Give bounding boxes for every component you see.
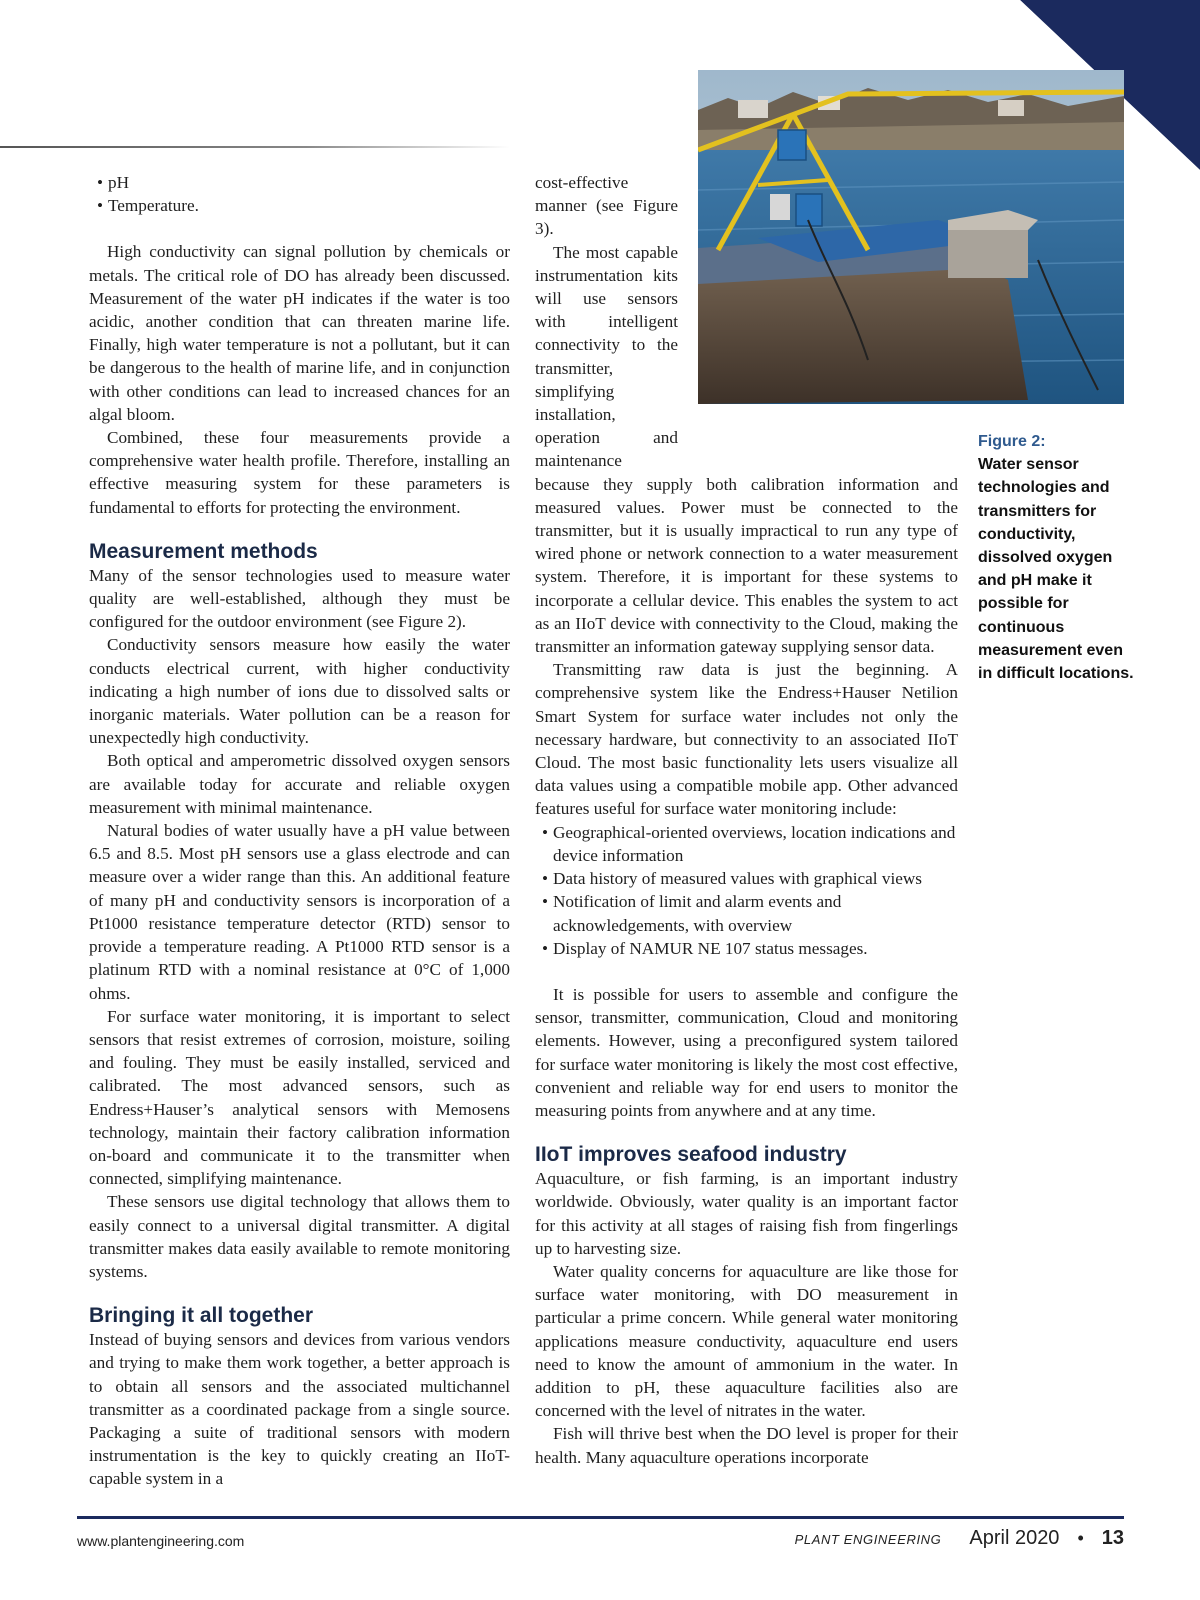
section-heading-bringing: Bringing it all together bbox=[89, 1304, 313, 1328]
paragraph: Natural bodies of water usually have a pH value between 6.5 and 8.5. Most pH sensors use a glass electrode and can measure over a wider range than this. An additional feature of many pH and conductivity sensors is incorporation of a Pt1000 resistance temperature detector (RTD) sensor to provide a temperature reading. A Pt1000 RTD sensor is a platinum RTD with a nominal resistance at 0°C of 1,000 ohms. bbox=[89, 821, 510, 1003]
paragraph: Fish will thrive best when the DO level is proper for their health. Many aquaculture operations incorporate bbox=[535, 1424, 958, 1467]
paragraph: Combined, these four measurements provide a comprehensive water health profile. Therefore, installing an effective measuring system for these parameters is fundamental to efforts for protecting the environment. bbox=[89, 428, 510, 517]
paragraph: Many of the sensor technologies used to measure water quality are well-established, although they must be configured for the outdoor environment (see Figure 2). bbox=[89, 565, 510, 632]
paragraph: For surface water monitoring, it is important to select sensors that resist extremes of corrosion, moisture, soiling and fouling. They must be easily installed, serviced and calibrated. The most advanced sensors, such as Endress+Hauser’s analytical sensors with Memosens technology, maintain their factory calibration information on-board and communicate it to the transmitter when connected, simplifying maintenance. bbox=[89, 1006, 510, 1189]
list-item: • Notification of limit and alarm events and acknowledgements, with overview bbox=[535, 890, 958, 936]
paragraph: cost-effective manner (see Figure 3). bbox=[535, 173, 678, 239]
left-column bbox=[89, 171, 510, 1491]
figure-caption bbox=[978, 430, 1138, 685]
list-item: • Display of NAMUR NE 107 status messages. bbox=[535, 937, 958, 960]
paragraph: It is possible for users to assemble and configure the sensor, transmitter, communication, Cloud and monitoring elements. However, using a preconfigured system tailored for surface water monitoring is likely the most cost effective, convenient and reliable way for end users to monitor the measuring points from anywhere and at any time. bbox=[535, 984, 958, 1120]
paragraph: Aquaculture, or fish farming, is an important industry worldwide. Obviously, water quality is an important factor for this activity at all stages of raising fish from fingerlings up to harvesting size. bbox=[535, 1169, 958, 1258]
footer-url[interactable]: www.plantengineering.com bbox=[77, 1533, 245, 1549]
footer-rule bbox=[77, 1516, 1124, 1519]
paragraph: Instead of buying sensors and devices from various vendors and trying to make them work together, a better approach is to obtain all sensors and the associated multichannel transmitter as a coordinated package from a single source. Packaging a suite of traditional sensors with modern instrumentation is the key to quickly creating an IIoT-capable system in a bbox=[89, 1330, 510, 1489]
figure-2-photo bbox=[698, 70, 1124, 404]
list-item: • Geographical-oriented overviews, location indications and device information bbox=[535, 821, 958, 867]
parameter-list bbox=[89, 171, 510, 217]
list-item: • Data history of measured values with graphical views bbox=[535, 867, 958, 890]
water-sensor-photo bbox=[698, 70, 1124, 404]
paragraph: Transmitting raw data is just the beginning. A comprehensive system like the Endress+Hauser Netilion Smart System for surface water includes not only the necessary hardware, but connectivity to an associated IIoT Cloud. The most basic functionality lets users visualize all data values using a compatible mobile app. Other advanced features useful for surface water monitoring include: bbox=[535, 660, 958, 819]
figure-label: Figure 2: bbox=[978, 433, 1046, 450]
paragraph: Water quality concerns for aquaculture are like those for surface water monitoring, with DO measurement in particular a prime concern. While general water monitoring applications measure conductivity, aquaculture end users need to know the amount of ammonium in the water. In addition to pH, these aquaculture facilities also are concerned with the level of nitrates in the water. bbox=[535, 1261, 958, 1421]
narrow-text-block bbox=[535, 171, 678, 473]
section-heading-iiot: IIoT improves seafood industry bbox=[535, 1143, 847, 1167]
list-item: • pH bbox=[89, 171, 510, 194]
footer-info bbox=[795, 1527, 1124, 1550]
paragraph: The most capable instrumentation kits will use sensors with intelligent connectivity to the transmitter, simplifying installation, operation and maintenance bbox=[535, 242, 678, 471]
issue-date: April 2020 bbox=[969, 1527, 1060, 1549]
feature-list bbox=[535, 821, 958, 960]
paragraph: because they supply both calibration information and measured values. Power must be connected to the transmitter, but it is usually impractical to run any type of wired phone or network connection to a water measurement system. Therefore, it is important for these systems to incorporate a cellular device. This enables the system to act as an IIoT device with connectivity to the Cloud, making the transmitter an information gateway supplying sensor data. bbox=[535, 474, 958, 657]
paragraph: These sensors use digital technology that allows them to easily connect to a universal digital transmitter. A digital transmitter makes data easily available to remote monitoring systems. bbox=[89, 1192, 510, 1281]
list-item: • Temperature. bbox=[89, 194, 510, 217]
paragraph: Conductivity sensors measure how easily the water conducts electrical current, with higher conductivity indicating a high number of ions due to dissolved salts or inorganic materials. Water pollution can be a reason for unexpectedly high conductivity. bbox=[89, 635, 510, 748]
top-rule bbox=[0, 146, 510, 148]
footer-separator: • bbox=[1077, 1528, 1084, 1548]
page-number: 13 bbox=[1101, 1527, 1124, 1549]
section-heading-measurement: Measurement methods bbox=[89, 539, 318, 563]
paragraph: Both optical and amperometric dissolved oxygen sensors are available today for accurate and reliable oxygen measurement with minimal maintenance. bbox=[89, 751, 510, 817]
paragraph: High conductivity can signal pollution by chemicals or metals. The critical role of DO has already been discussed. Measurement of the water pH indicates if the water is too acidic, another condition that can threaten marine life. Finally, high water temperature is not a pollutant, but it can be dangerous to the health of marine life, and in conjunction with other conditions can lead to increased chances for an algal bloom. bbox=[89, 242, 510, 424]
publication-name: PLANT ENGINEERING bbox=[794, 1532, 942, 1547]
figure-text: Water sensor technologies and transmitters for conductivity, dissolved oxygen and pH make it possible for continuous measurement even in difficult locations. bbox=[978, 456, 1134, 683]
